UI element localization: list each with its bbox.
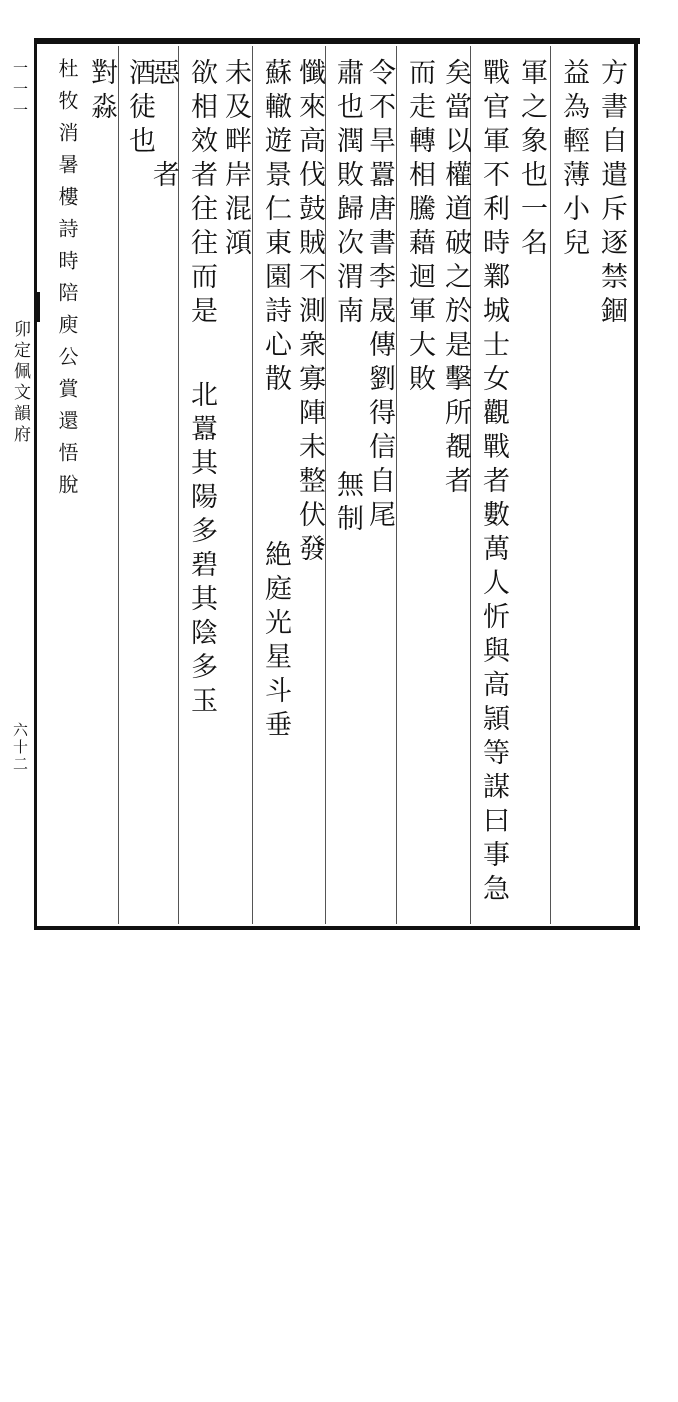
text-column: 惡	[148, 58, 179, 92]
margin-top-marks: 一一一	[11, 60, 29, 123]
text-column: 北囂其陽多碧其陰多玉	[186, 380, 217, 720]
text-column: 方書自遣斥逐禁錮	[596, 58, 627, 330]
text-column: 絶庭光星斗垂	[260, 540, 291, 744]
margin-title: 卯定佩文韻府	[10, 320, 30, 446]
left-border	[34, 38, 37, 930]
text-column: 欲相效者往往而是	[186, 58, 217, 330]
page-number: 六十二	[11, 722, 29, 773]
text-column: 無制	[332, 470, 363, 538]
text-column: 軍之象也一名	[516, 58, 547, 262]
column-divider	[118, 46, 119, 924]
column-divider	[252, 46, 253, 924]
text-column: 益為輕薄小兒	[558, 58, 589, 262]
text-column: 肅也潤敗歸次渭南	[332, 58, 363, 330]
margin-border	[34, 292, 40, 322]
text-column: 杜牧消暑樓詩時陪庾公賞還悟脫	[55, 58, 79, 506]
text-column: 對淼	[86, 58, 117, 126]
top-border	[34, 38, 640, 44]
right-border	[634, 38, 638, 930]
column-divider	[396, 46, 397, 924]
text-column: 蘇轍遊景仁東園詩心散	[260, 58, 291, 398]
text-column: 酒徒也	[124, 58, 155, 160]
text-column: 矣當以權道破之於是擊所覩者	[440, 58, 471, 500]
text-column: 而走轉相騰藉迴軍大敗	[404, 58, 435, 398]
text-column: 戰官軍不利時鄴城士女觀戰者數萬人忻與高頴等謀曰事急	[478, 58, 509, 908]
text-column: 令不旱囂唐書李晟傳劉得信自尾	[364, 58, 395, 534]
text-column: 懺來高伐鼓賊不測衆寡陣未整伏發	[294, 58, 325, 568]
text-column: 者	[148, 160, 179, 194]
text-column: 未及畔岸混澒	[220, 58, 251, 262]
column-divider	[550, 46, 551, 924]
